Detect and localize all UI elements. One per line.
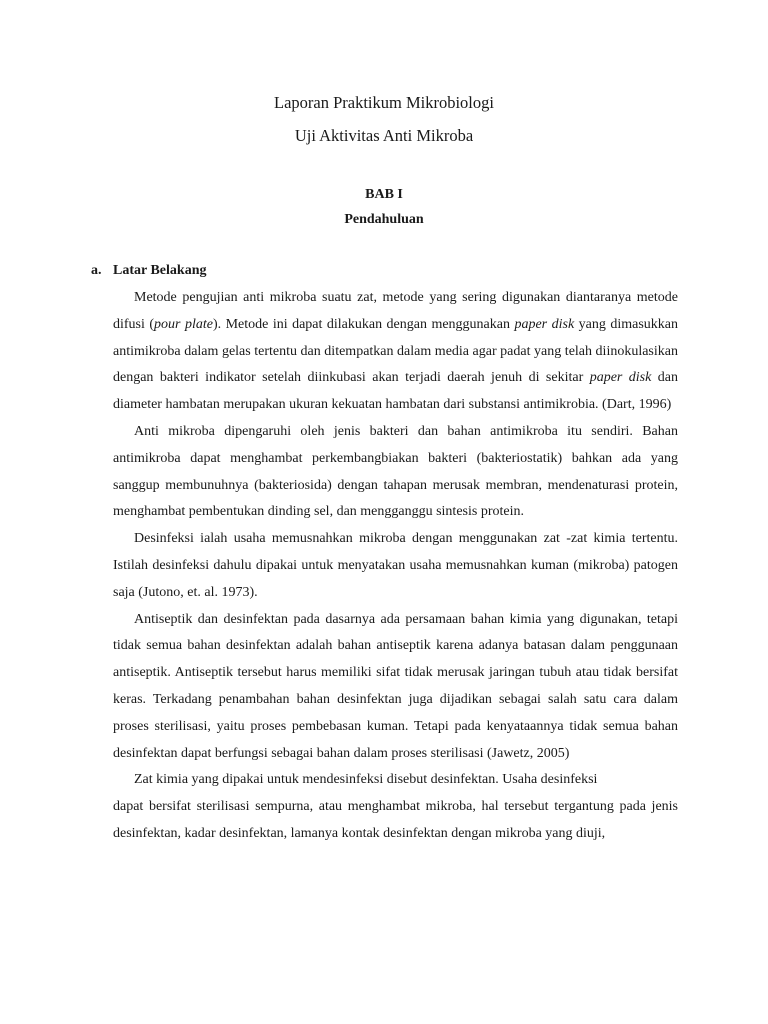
paragraph-1-text-d: dan diameter hambatan merupakan ukuran kekuatan hambatan dari substansi antimikrobia. (Dart, 1996)	[113, 370, 678, 413]
paragraph-2: Anti mikroba dipengaruhi oleh jenis bakteri dan bahan antimikroba itu sendiri. Bahan antimikroba dapat menghambat perkembangbiakan bakteri (bakteriostatik) bahkan ada yang sanggup membunuhnya (bakteriosida) dengan tahapan merusak membran, mendenaturasi protein, menghambat pembentukan dinding sel, dan mengganggu sintesis protein.	[113, 423, 678, 520]
chapter-title: Pendahuluan	[344, 212, 424, 227]
section-title: Latar Belakang	[113, 263, 207, 278]
section-heading	[91, 262, 206, 280]
document-title-line-1: Laporan Praktikum Mikrobiologi	[274, 93, 494, 112]
paragraph-3: Desinfeksi ialah usaha memusnahkan mikroba dengan menggunakan zat -zat kimia tertentu. Istilah desinfeksi dahulu dipakai untuk menyatakan usaha memusnahkan kuman (mikroba) patogen saja (Jutono, et. al. 1973).	[113, 531, 678, 600]
paragraph-1-italic-b: paper disk	[514, 316, 575, 332]
paragraph-1-text-a: Metode pengujian anti mikroba suatu zat, metode yang sering digunakan diantaranya metode difusi (	[113, 290, 678, 332]
document-title-line-2: Uji Aktivitas Anti Mikroba	[294, 126, 474, 145]
paragraph-5-first-line: Zat kimia yang dipakai untuk mendesinfeksi disebut desinfektan. Usaha desinfeksi	[134, 772, 598, 788]
paragraph-1-italic-a: pour plate	[154, 316, 213, 332]
paragraph-1-text-c: yang dimasukkan antimikroba dalam gelas tertentu dan ditempatkan dalam media agar padat yang telah diinokulasikan dengan bakteri indikator setelah diinkubasi akan terjadi daerah jenuh di sekitar	[113, 316, 678, 386]
chapter-label: BAB I	[365, 187, 403, 202]
section-marker: a.	[91, 263, 102, 278]
body-text	[113, 285, 678, 848]
paragraph-5-continuation: dapat bersifat sterilisasi sempurna, atau menghambat mikroba, hal tersebut tergantung pada jenis desinfektan, kadar desinfektan, lamanya kontak desinfektan dengan mikroba yang diuji,	[113, 799, 678, 841]
paragraph-1-text-b: ). Metode ini dapat dilakukan dengan menggunakan	[212, 316, 515, 332]
paragraph-1-italic-c: paper disk	[589, 370, 652, 386]
paragraph-4: Antiseptik dan desinfektan pada dasarnya ada persamaan bahan kimia yang digunakan, tetapi tidak semua bahan desinfektan adalah bahan antiseptik karena adanya batasan dalam penggunaan antiseptik. Antiseptik tersebut harus memiliki sifat tidak merusak jaringan tubuh atau tidak bersifat keras. Terkadang penambahan bahan desinfektan juga dijadikan sebagai salah satu cara dalam proses sterilisasi, yaitu proses pembebasan kuman. Tetapi pada kenyataannya tidak semua bahan desinfektan dapat berfungsi sebagai bahan dalam proses sterilisasi (Jawetz, 2005)	[113, 611, 678, 761]
paragraph-1	[113, 285, 678, 419]
